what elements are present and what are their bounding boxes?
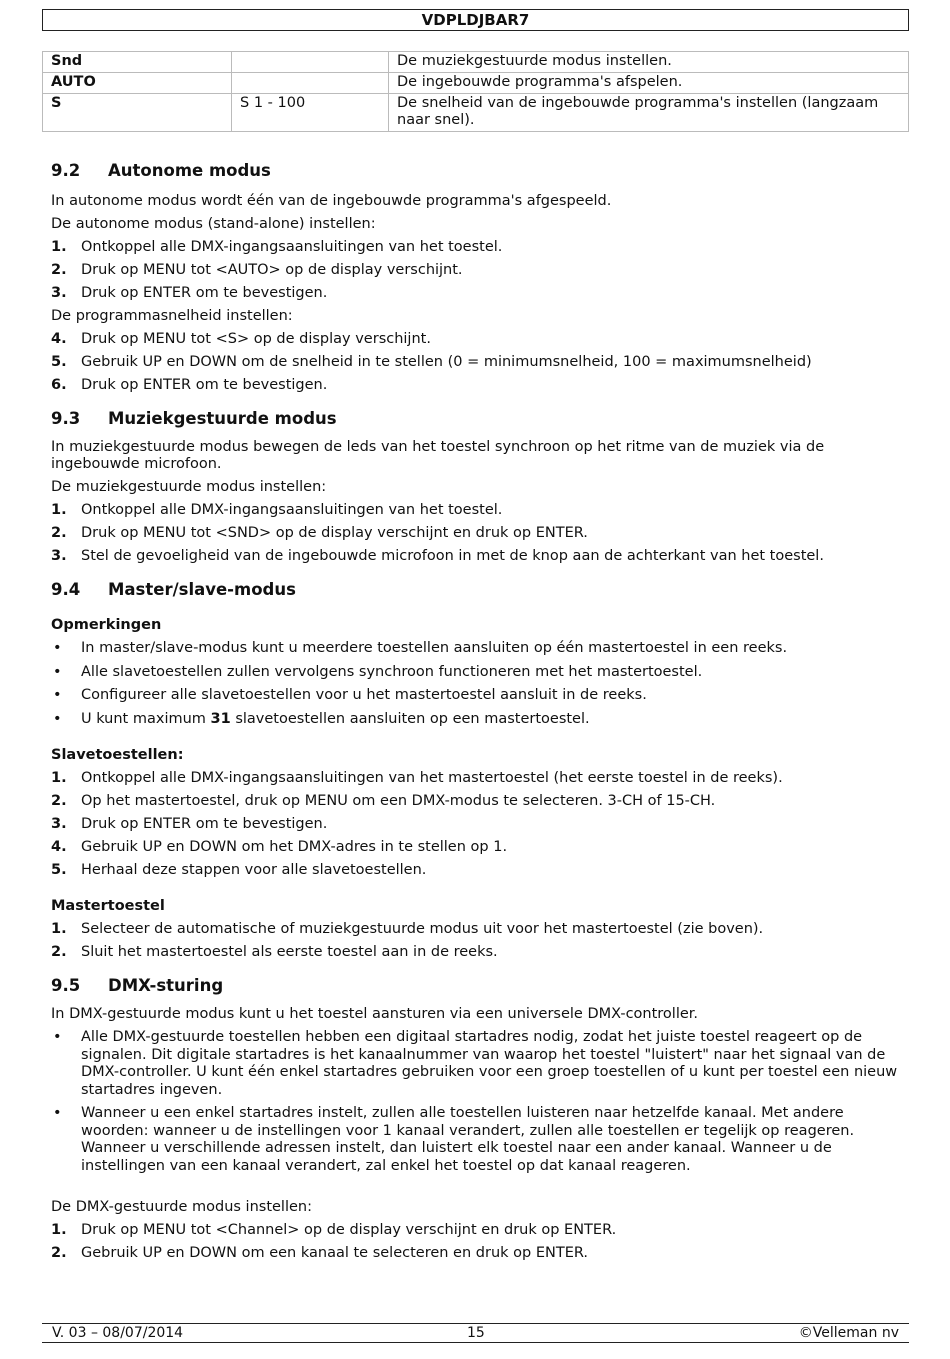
numbered-list	[51, 767, 901, 882]
table-cell: De snelheid van de ingebouwde programma's instellen (langzaam naar snel).	[389, 94, 909, 132]
list-number: 5.	[51, 354, 67, 370]
list-text: In master/slave-modus kunt u meerdere toestellen aansluiten op één mastertoestel in een reeks.	[81, 640, 788, 656]
section-heading	[51, 579, 901, 601]
list-item	[51, 684, 901, 708]
section-heading	[51, 408, 901, 430]
bullet-icon: •	[53, 640, 62, 656]
list-text: Alle DMX-gestuurde toestellen hebben een digitaal startadres nodig, zodat het juiste toestel reageert op de signalen. Dit digitale startadres is het kanaalnummer van waarop het toestel "luistert" naar het signaal van de DMX-controller. U kunt één enkel startadres gebruiken voor een groep toestellen of u kunt per toestel een nieuw startadres ingeven.	[81, 1029, 898, 1098]
list-number: 4.	[51, 331, 67, 347]
page-content	[51, 160, 901, 1265]
section-number: 9.4	[51, 580, 81, 599]
list-item	[51, 374, 901, 397]
numbered-list	[51, 1219, 901, 1265]
bullet-list	[51, 1026, 901, 1178]
list-number: 2.	[51, 262, 67, 278]
list-item	[51, 282, 901, 305]
list-item	[51, 637, 901, 661]
list-item	[51, 661, 901, 685]
list-number: 1.	[51, 239, 67, 255]
list-text: Gebruik UP en DOWN om de snelheid in te stellen (0 = minimumsnelheid, 100 = maximumsnelheid)	[81, 354, 812, 370]
list-text: Herhaal deze stappen voor alle slavetoestellen.	[81, 862, 427, 878]
table-cell: De ingebouwde programma's afspelen.	[389, 73, 909, 94]
bullet-icon: •	[53, 687, 62, 703]
table-row	[43, 73, 909, 94]
list-item	[51, 1026, 901, 1102]
section-heading	[51, 160, 901, 182]
paragraph: De muziekgestuurde modus instellen:	[51, 479, 327, 495]
footer-version: V. 03 – 08/07/2014	[52, 1325, 184, 1341]
list-number: 2.	[51, 1245, 67, 1261]
list-item	[51, 813, 901, 836]
list-text: Sluit het mastertoestel als eerste toestel aan in de reeks.	[81, 944, 498, 960]
section-number: 9.2	[51, 161, 81, 180]
paragraph: De programmasnelheid instellen:	[51, 308, 293, 324]
parameter-table	[42, 51, 909, 132]
table-cell: AUTO	[43, 73, 232, 94]
list-text: Druk op ENTER om te bevestigen.	[81, 816, 328, 832]
bullet-list	[51, 637, 901, 731]
paragraph: In DMX-gestuurde modus kunt u het toestel aansturen via een universele DMX-controller.	[51, 1006, 699, 1022]
list-item	[51, 1219, 901, 1242]
paragraph: De autonome modus (stand-alone) instellen:	[51, 216, 376, 232]
list-text: Configureer alle slavetoestellen voor u het mastertoestel aansluit in de reeks.	[81, 687, 647, 703]
list-text: Alle slavetoestellen zullen vervolgens synchroon functioneren met het mastertoestel.	[81, 663, 703, 680]
section-number: 9.3	[51, 409, 81, 428]
list-text: Wanneer u een enkel startadres instelt, zullen alle toestellen luisteren naar hetzelfde kanaal. Met andere woorden: wanneer u de instellingen voor 1 kanaal verandert, zullen alle toestellen er tegelijk op reageren. Wanneer u verschillende adressen instelt, dan luistert elk toestel naar een ander kanaal. Wanneer u de instellingen van een kanaal verandert, zal enkel het toestel op dat kanaal reageren.	[81, 1105, 855, 1174]
subheading: Opmerkingen	[51, 617, 162, 633]
list-number: 6.	[51, 377, 67, 393]
list-number: 1.	[51, 1222, 67, 1238]
section-title: Master/slave-modus	[108, 580, 296, 599]
list-text: Druk op MENU tot <S> op de display verschijnt.	[81, 331, 431, 347]
list-item	[51, 941, 901, 964]
list-text: Druk op ENTER om te bevestigen.	[81, 285, 328, 301]
bullet-icon: •	[53, 710, 62, 727]
table-cell	[232, 52, 389, 73]
list-text: Druk op MENU tot <Channel> op de display verschijnt en druk op ENTER.	[81, 1222, 617, 1238]
table-cell: Snd	[43, 52, 232, 73]
list-text: Gebruik UP en DOWN om een kanaal te selecteren en druk op ENTER.	[81, 1245, 589, 1261]
table-cell: De muziekgestuurde modus instellen.	[389, 52, 909, 73]
list-text: U kunt maximum	[81, 710, 211, 727]
list-text: Ontkoppel alle DMX-ingangsaansluitingen van het mastertoestel (het eerste toestel in de reeks).	[81, 770, 783, 786]
section-heading	[51, 975, 901, 997]
list-item	[51, 259, 901, 282]
list-item	[51, 790, 901, 813]
footer-page-number: 15	[467, 1325, 485, 1341]
bullet-icon: •	[53, 663, 62, 680]
paragraph: In autonome modus wordt één van de ingebouwde programma's afgespeeld.	[51, 193, 612, 209]
list-item	[51, 351, 901, 374]
page-header-title: VDPLDJBAR7	[42, 9, 909, 31]
list-number: 3.	[51, 816, 67, 832]
list-item	[51, 1102, 901, 1178]
list-text: Stel de gevoeligheid van de ingebouwde microfoon in met de knop aan de achterkant van het toestel.	[81, 548, 824, 564]
list-number: 2.	[51, 525, 67, 541]
list-number: 1.	[51, 502, 67, 518]
list-number: 5.	[51, 862, 67, 878]
list-item	[51, 918, 901, 941]
list-text: Druk op MENU tot <AUTO> op de display verschijnt.	[81, 262, 463, 278]
numbered-list	[51, 328, 901, 397]
list-text: Ontkoppel alle DMX-ingangsaansluitingen van het toestel.	[81, 239, 503, 255]
list-text: Druk op ENTER om te bevestigen.	[81, 377, 328, 393]
subheading: Slavetoestellen:	[51, 747, 184, 763]
list-item	[51, 708, 901, 732]
footer-copyright: ©Velleman nv	[798, 1325, 899, 1341]
table-cell	[232, 73, 389, 94]
table-row	[43, 52, 909, 73]
list-text-bold: 31	[210, 710, 231, 727]
numbered-list	[51, 499, 901, 568]
list-number: 3.	[51, 548, 67, 564]
bullet-icon: •	[53, 1105, 62, 1121]
list-number: 1.	[51, 921, 67, 937]
list-text: Druk op MENU tot <SND> op de display verschijnt en druk op ENTER.	[81, 525, 588, 541]
section-number: 9.5	[51, 976, 81, 995]
section-title: Muziekgestuurde modus	[108, 409, 337, 428]
list-item	[51, 328, 901, 351]
list-text: Op het mastertoestel, druk op MENU om een DMX-modus te selecteren. 3-CH of 15-CH.	[81, 793, 716, 809]
page-footer	[42, 1323, 909, 1343]
list-text: slavetoestellen aansluiten op een mastertoestel.	[230, 710, 590, 727]
list-number: 2.	[51, 944, 67, 960]
bullet-icon: •	[53, 1029, 62, 1045]
subheading: Mastertoestel	[51, 898, 165, 914]
numbered-list	[51, 918, 901, 964]
table-cell: S	[43, 94, 232, 132]
table-cell: S 1 - 100	[232, 94, 389, 132]
list-number: 3.	[51, 285, 67, 301]
list-item	[51, 545, 901, 568]
paragraph: In muziekgestuurde modus bewegen de leds van het toestel synchroon op het ritme van de muziek via de ingebouwde microfoon.	[51, 439, 825, 472]
section-title: DMX-sturing	[108, 976, 224, 995]
list-item	[51, 522, 901, 545]
list-number: 4.	[51, 839, 67, 855]
list-item	[51, 499, 901, 522]
list-number: 1.	[51, 770, 67, 786]
list-item	[51, 1242, 901, 1265]
list-text: Gebruik UP en DOWN om het DMX-adres in te stellen op 1.	[81, 839, 508, 855]
list-item	[51, 767, 901, 790]
list-number: 2.	[51, 793, 67, 809]
table-row	[43, 94, 909, 132]
list-text: Selecteer de automatische of muziekgestuurde modus uit voor het mastertoestel (zie boven).	[81, 921, 764, 937]
paragraph: De DMX-gestuurde modus instellen:	[51, 1199, 312, 1215]
list-text: Ontkoppel alle DMX-ingangsaansluitingen van het toestel.	[81, 502, 503, 518]
numbered-list	[51, 236, 901, 305]
list-item	[51, 859, 901, 882]
list-item	[51, 236, 901, 259]
section-title: Autonome modus	[108, 161, 271, 180]
list-item	[51, 836, 901, 859]
